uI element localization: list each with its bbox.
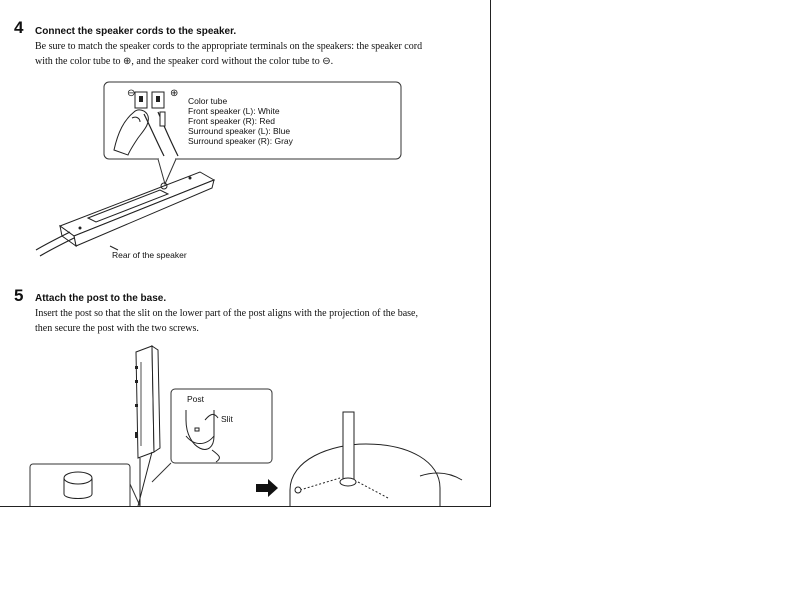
color-tube-item-front-r: Front speaker (R): Red — [188, 116, 275, 126]
step-4-body-line2: with the color tube to ⊕, and the speaker cord without the color tube to ⊖. — [35, 56, 334, 67]
step-5-body-line1: Insert the post so that the slit on the lower part of the post aligns with the projection of the base, — [35, 308, 418, 319]
speaker-base — [290, 444, 440, 490]
plus-symbol: ⊕ — [170, 88, 179, 99]
step-5-body-line2: then secure the post with the two screws. — [35, 323, 199, 334]
post-on-base — [343, 412, 354, 482]
step-5-title: Attach the post to the base. — [35, 293, 167, 304]
rear-of-speaker-caption: Rear of the speaker — [112, 250, 187, 260]
post-label: Post — [187, 394, 205, 404]
slit-label: Slit — [221, 414, 233, 424]
step-4-number: 4 — [14, 18, 24, 37]
arrow-right — [256, 479, 278, 497]
callout-box-screw — [30, 464, 130, 506]
step-4-title: Connect the speaker cords to the speaker. — [35, 26, 237, 37]
minus-symbol: ⊖ — [127, 88, 136, 99]
color-tube-title: Color tube — [188, 96, 228, 106]
color-tube-item-front-l: Front speaker (L): White — [188, 106, 280, 116]
step-4-body-line1: Be sure to match the speaker cords to the appropriate terminals on the speakers: the speaker cord — [35, 41, 423, 52]
color-tube-item-surround-r: Surround speaker (R): Gray — [188, 136, 293, 146]
step-5-number: 5 — [14, 286, 24, 305]
screw-head — [64, 472, 92, 484]
color-tube-item-surround-l: Surround speaker (L): Blue — [188, 126, 291, 136]
speaker-post — [136, 346, 154, 458]
